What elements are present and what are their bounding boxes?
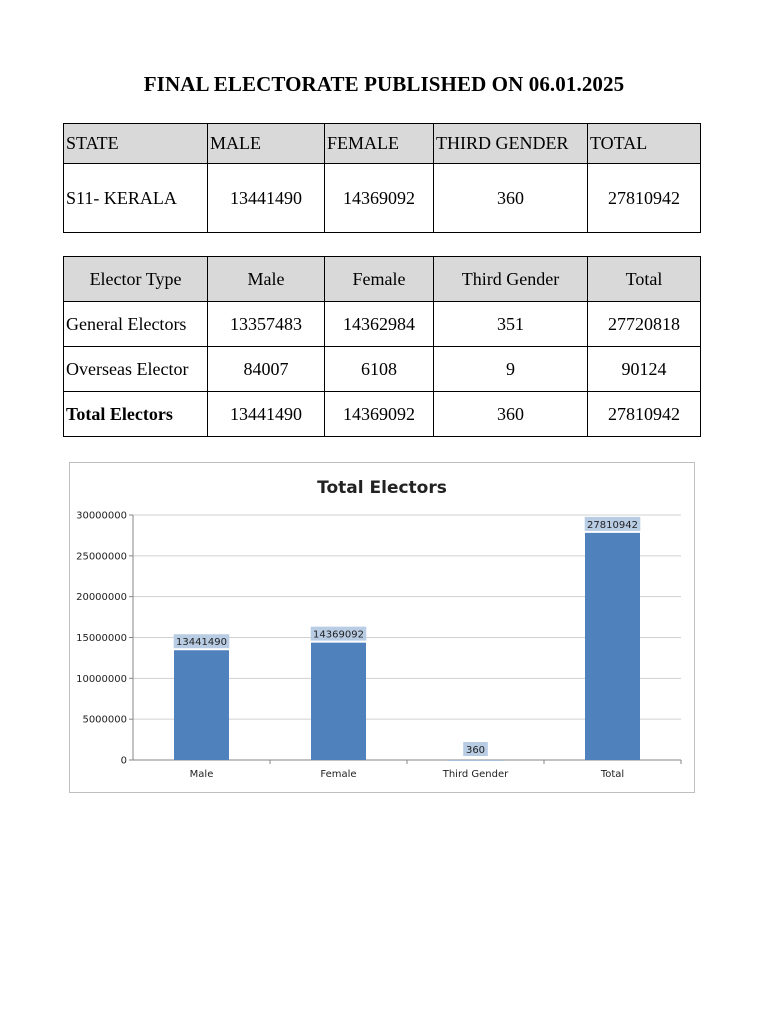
female-cell: 6108 (325, 347, 434, 392)
third-gender-col-header: THIRD GENDER (434, 124, 588, 164)
total-col-header: Total (588, 257, 701, 302)
chart-title: Total Electors (317, 478, 447, 498)
data-label: 27810942 (587, 519, 638, 531)
elector-type-cell: Total Electors (64, 392, 208, 437)
elector-type-table (63, 256, 701, 437)
total-cell: 27810942 (588, 164, 701, 233)
elector-type-cell: General Electors (64, 302, 208, 347)
male-cell: 13357483 (208, 302, 325, 347)
y-tick-label: 20000000 (76, 592, 127, 604)
bar (311, 643, 366, 760)
page-title: FINAL ELECTORATE PUBLISHED ON 06.01.2025 (143, 72, 625, 96)
female-cell: 14362984 (325, 302, 434, 347)
y-tick-label: 5000000 (82, 714, 127, 726)
female-col-header: FEMALE (325, 124, 434, 164)
table-row (64, 164, 701, 233)
state-col-header: STATE (64, 124, 208, 164)
data-label: 13441490 (176, 637, 227, 649)
state-table-header-row (64, 124, 701, 164)
male-col-header: Male (208, 257, 325, 302)
third-gender-cell: 9 (434, 347, 588, 392)
y-tick-label: 0 (120, 755, 127, 767)
elector-type-col-header: Elector Type (64, 257, 208, 302)
chart-svg (70, 463, 694, 792)
male-cell: 13441490 (208, 164, 325, 233)
state-summary-table (63, 123, 701, 233)
y-tick-label: 15000000 (76, 633, 127, 644)
female-col-header: Female (325, 257, 434, 302)
total-col-header: TOTAL (588, 124, 701, 164)
x-tick-label: Total (600, 769, 625, 780)
male-cell: 13441490 (208, 392, 325, 437)
type-table-header-row (64, 257, 701, 302)
y-tick-label: 30000000 (76, 510, 127, 522)
male-cell: 84007 (208, 347, 325, 392)
total-cell: 90124 (588, 347, 701, 392)
total-electors-chart (69, 462, 695, 793)
x-tick-label: Female (320, 769, 357, 780)
bar (174, 650, 229, 760)
table-row (64, 347, 701, 392)
y-tick-label: 25000000 (76, 551, 127, 563)
total-cell: 27810942 (588, 392, 701, 437)
elector-type-cell: Overseas Elector (64, 347, 208, 392)
third-gender-col-header: Third Gender (434, 257, 588, 302)
table-row (64, 302, 701, 347)
bar (585, 533, 640, 760)
table-row-total (64, 392, 701, 437)
data-label: 360 (465, 745, 486, 756)
data-label: 14369092 (313, 629, 364, 641)
male-col-header: MALE (208, 124, 325, 164)
female-cell: 14369092 (325, 392, 434, 437)
y-tick-label: 10000000 (76, 673, 127, 685)
total-cell: 27720818 (588, 302, 701, 347)
third-gender-cell: 351 (434, 302, 588, 347)
third-gender-cell: 360 (434, 392, 588, 437)
x-tick-label: Third Gender (442, 769, 509, 780)
bar (448, 760, 503, 761)
female-cell: 14369092 (325, 164, 434, 233)
state-cell: S11- KERALA (64, 164, 208, 233)
third-gender-cell: 360 (434, 164, 588, 233)
x-tick-label: Male (189, 769, 214, 780)
